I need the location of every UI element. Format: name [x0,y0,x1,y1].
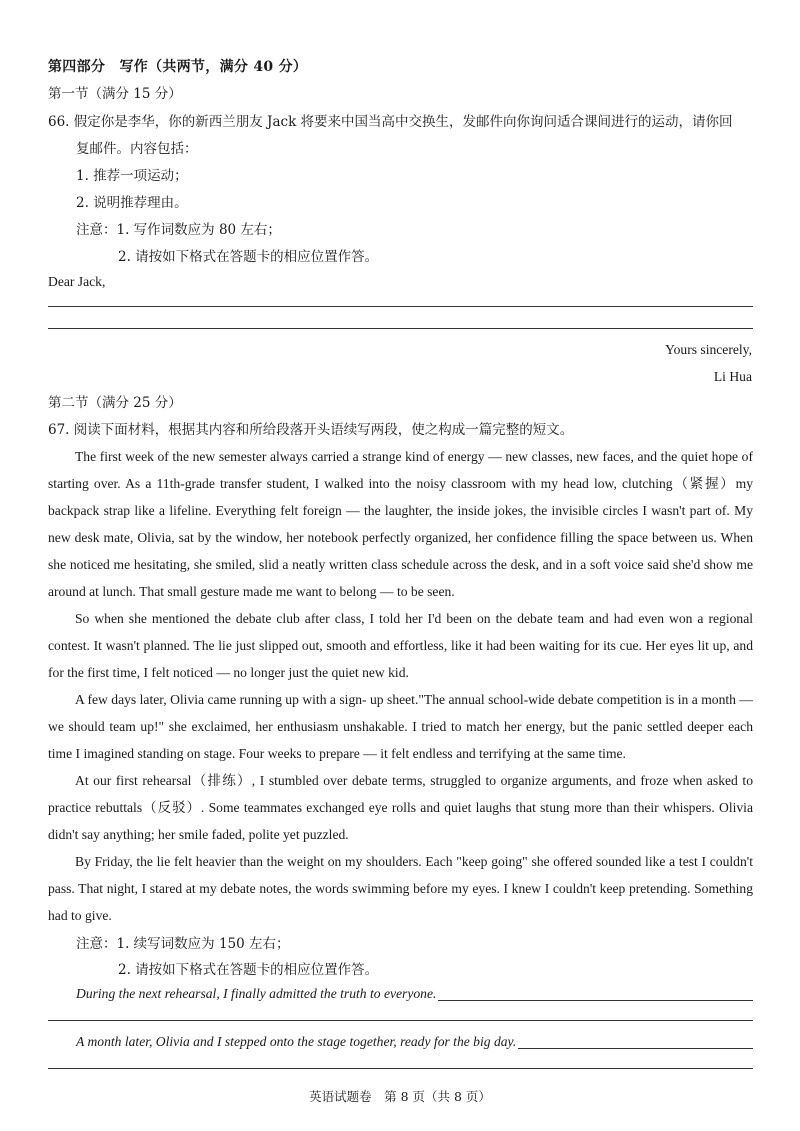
story-paragraph: So when she mentioned the debate club after class, I told her I'd been on the debate team and had even won a regional contest. It wasn't planned. The lie just slipped out, smooth and effortless, like it had been waiting for its cue. Her eyes lit up, and for the first time, I felt noticed — no longer just the quiet new kid. [48,611,753,680]
answer-line [48,1068,753,1069]
q66-item-2: 2. 说明推荐理由。 [76,195,188,211]
letter-signature: Li Hua [713,369,752,384]
q67-note-2: 2. 请按如下格式在答题卡的相应位置作答。 [118,962,379,978]
story-paragraph: The first week of the new semester always carried a strange kind of energy — new classes, new faces, and the quiet hope of starting over. As a 11th-grade transfer student, I walked into the noisy classroom with my head low, clutching（紧握）my backpack strap like a lifeline. Everything felt foreign — the laughter, the inside jokes, the invisible circles I wasn't part of. My new desk mate, Olivia, sat by the window, her notebook perfectly organized, her confidence filling the space between us. When she noticed me hesitating, she smiled, slid a neatly written class schedule across the desk, and in a soft voice said she'd show me around at lunch. That small gesture made me want to belong — to be seen. [48,449,753,599]
part-title: 第四部分 写作（共两节，满分 40 分） [48,59,308,75]
continuation-prompt-1: During the next rehearsal, I finally admitted the truth to everyone. [76,986,437,1001]
section2-title: 第二节（满分 25 分） [48,395,182,411]
q66-text-line1: 66. 假定你是李华，你的新西兰朋友 Jack 将要来中国当高中交换生，发邮件向你询问适合课间进行的运动，请你回 [48,114,733,130]
section1-title: 第一节（满分 15 分） [48,86,182,102]
continuation-prompt-2: A month later, Olivia and I stepped onto the stage together, ready for the big day. [76,1034,517,1049]
answer-line [438,1000,753,1001]
letter-salutation: Dear Jack, [48,274,106,289]
page-footer: 英语试题卷 第 8 页（共 8 页） [309,1089,491,1104]
q67-note-1: 注意：1. 续写词数应为 150 左右； [76,936,290,952]
story-paragraph: A few days later, Olivia came running up with a sign- up sheet."The annual school-wide debate competition is in a month — we should team up!" she exclaimed, her enthusiasm unshakable. I tried to match her energy, but the panic settled deeper each time I imagined standing on stage. Four weeks to prepare — it felt endless and terrifying at the same time. [48,692,753,761]
letter-closing: Yours sincerely, [665,342,752,357]
answer-line [518,1048,753,1049]
q66-note-2: 2. 请按如下格式在答题卡的相应位置作答。 [118,249,379,265]
story-paragraph: At our first rehearsal（排练）, I stumbled over debate terms, struggled to organize arguments, and froze when asked to practice rebuttals（反驳）. Some teammates exchanged eye rolls and quiet laughs that stung more than their whispers. Olivia didn't say anything; her smile faded, polite yet puzzled. [48,773,753,842]
q66-note-1: 注意：1. 写作词数应为 80 左右； [76,222,281,238]
answer-line [48,328,753,329]
story-paragraph: By Friday, the lie felt heavier than the weight on my shoulders. Each "keep going" she offered sounded like a test I couldn't pass. That night, I stared at my debate notes, the words swimming before my eyes. I knew I couldn't keep pretending. Something had to give. [48,854,753,923]
q67-text: 67. 阅读下面材料，根据其内容和所给段落开头语续写两段，使之构成一篇完整的短文。 [48,422,574,438]
answer-line [48,1020,753,1021]
q66-text-line2: 复邮件。内容包括： [76,141,198,157]
answer-line [48,306,753,307]
q66-item-1: 1. 推荐一项运动； [76,168,188,184]
